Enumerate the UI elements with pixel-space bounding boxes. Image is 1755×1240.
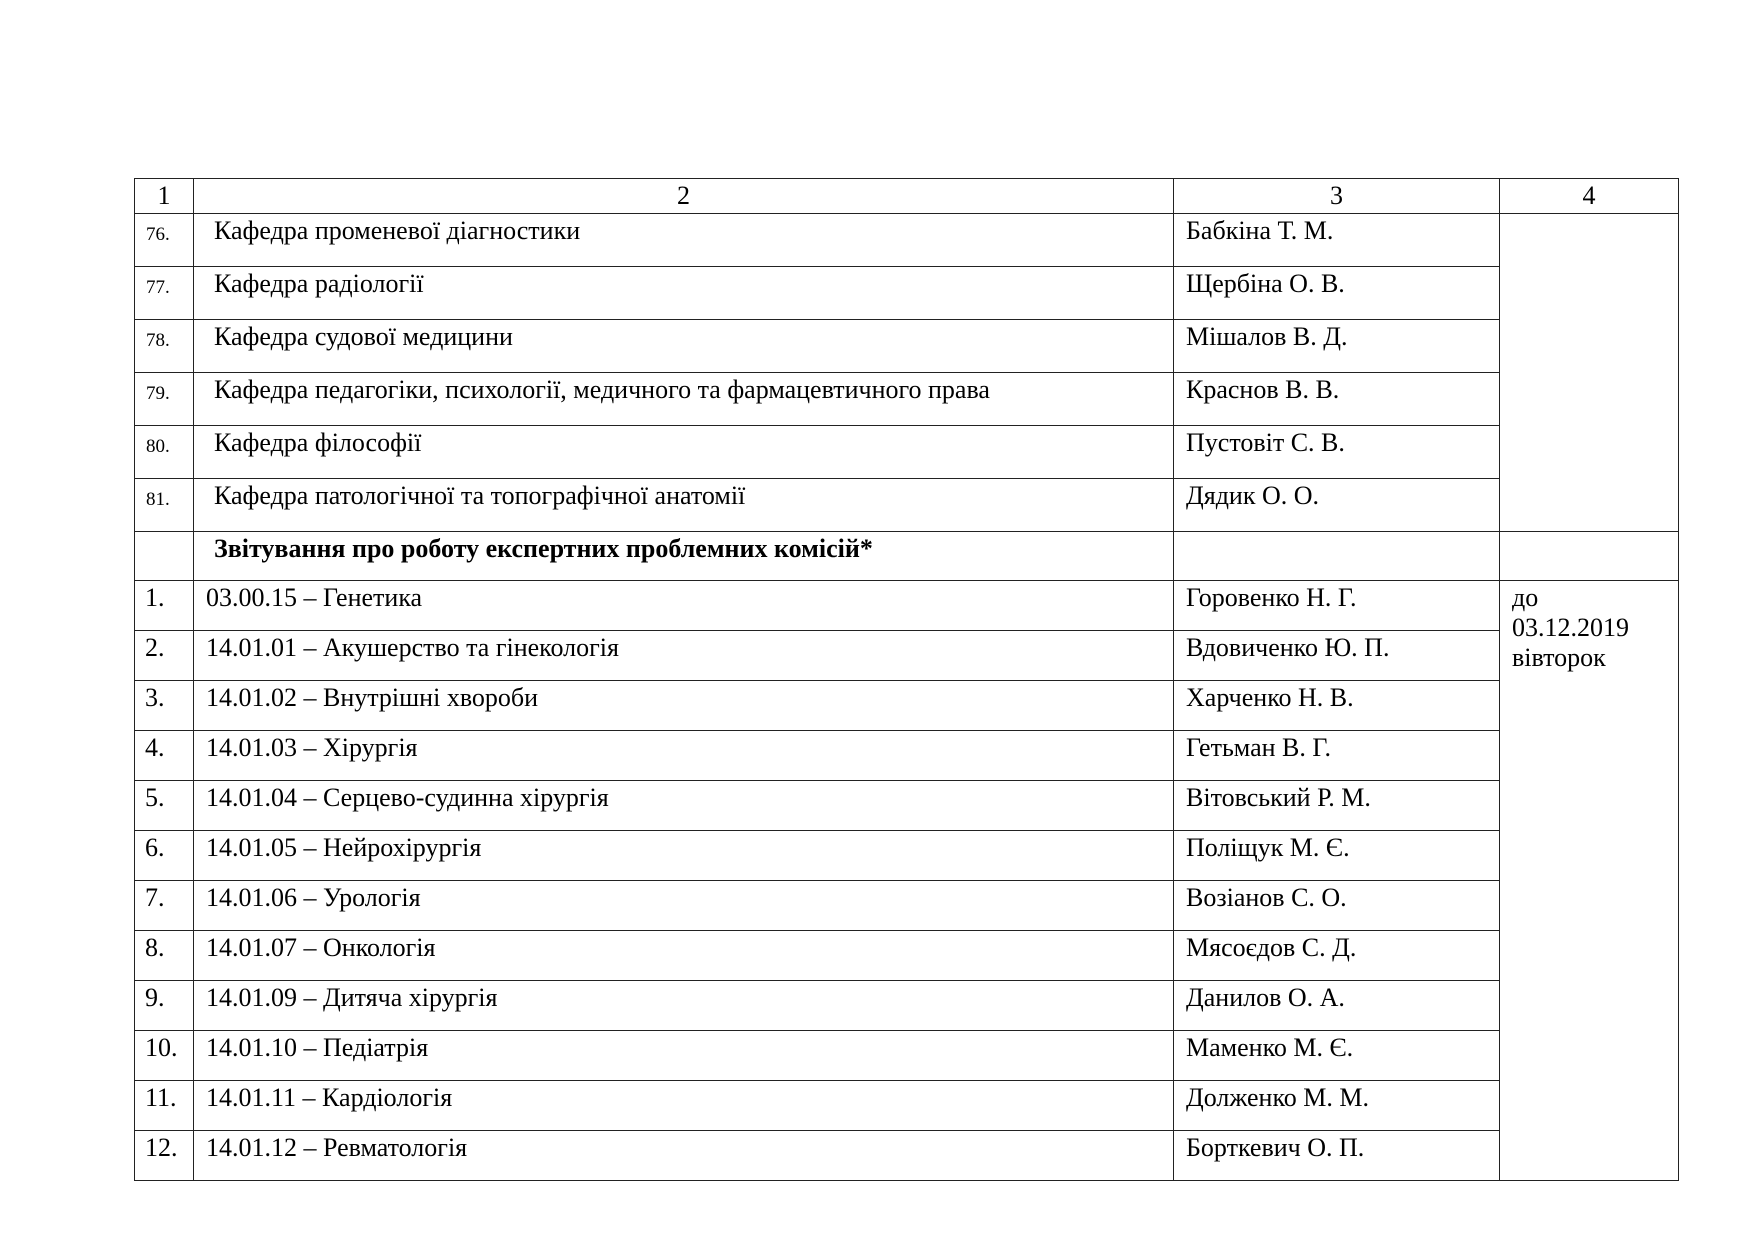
department-head: Мішалов В. Д.: [1174, 320, 1500, 373]
deadline-cell: [1500, 581, 1679, 1181]
department-name: Кафедра філософії: [194, 426, 1174, 479]
department-name: Кафедра патологічної та топографічної анатомії: [194, 479, 1174, 532]
row-number: 10.: [135, 1031, 194, 1081]
department-name: Кафедра педагогіки, психології, медичного та фармацевтичного права: [194, 373, 1174, 426]
row-number: 5.: [135, 781, 194, 831]
commission-row: [135, 1081, 1679, 1131]
deadline-date: 03.12.2019: [1512, 613, 1629, 642]
commission-name: 14.01.07 – Онкологія: [194, 931, 1174, 981]
department-head: Бабкіна Т. М.: [1174, 214, 1500, 267]
commission-head: Мясоєдов С. Д.: [1174, 931, 1500, 981]
commission-name: 14.01.02 – Внутрішні хвороби: [194, 681, 1174, 731]
deadline-prefix: до: [1512, 583, 1539, 612]
department-row: [135, 479, 1679, 532]
header-cell-2: 2: [194, 179, 1174, 214]
department-name: Кафедра радіології: [194, 267, 1174, 320]
row-number: 11.: [135, 1081, 194, 1131]
row-number: 79.: [135, 373, 194, 426]
commission-head: Вдовиченко Ю. П.: [1174, 631, 1500, 681]
commission-row: [135, 981, 1679, 1031]
commission-head: Долженко М. М.: [1174, 1081, 1500, 1131]
header-cell-1: 1: [135, 179, 194, 214]
row-number: 1.: [135, 581, 194, 631]
commission-row: [135, 581, 1679, 631]
commission-row: [135, 881, 1679, 931]
commission-name: 14.01.05 – Нейрохірургія: [194, 831, 1174, 881]
schedule-table: [134, 178, 1679, 1181]
department-row: [135, 267, 1679, 320]
section-title: Звітування про роботу експертних проблемних комісій*: [194, 532, 1174, 581]
commission-head: Данилов О. А.: [1174, 981, 1500, 1031]
commission-row: [135, 681, 1679, 731]
commission-name: 14.01.11 – Кардіологія: [194, 1081, 1174, 1131]
commission-name: 14.01.12 – Ревматологія: [194, 1131, 1174, 1181]
row-number: 12.: [135, 1131, 194, 1181]
row-number: 77.: [135, 267, 194, 320]
department-head: Краснов В. В.: [1174, 373, 1500, 426]
commission-head: Возіанов С. О.: [1174, 881, 1500, 931]
header-row: [135, 179, 1679, 214]
commission-name: 14.01.09 – Дитяча хірургія: [194, 981, 1174, 1031]
department-date-cell: [1500, 214, 1679, 532]
commission-head: Вітовський Р. М.: [1174, 781, 1500, 831]
section-row: [135, 532, 1679, 581]
commission-head: Поліщук М. Є.: [1174, 831, 1500, 881]
department-row: [135, 214, 1679, 267]
row-number: 7.: [135, 881, 194, 931]
commission-row: [135, 731, 1679, 781]
section-empty-cell: [1174, 532, 1500, 581]
department-row: [135, 320, 1679, 373]
department-name: Кафедра променевої діагностики: [194, 214, 1174, 267]
commission-name: 14.01.01 – Акушерство та гінекологія: [194, 631, 1174, 681]
commission-row: [135, 1131, 1679, 1181]
row-number: 9.: [135, 981, 194, 1031]
department-head: Дядик О. О.: [1174, 479, 1500, 532]
commission-row: [135, 781, 1679, 831]
section-empty-cell: [1500, 532, 1679, 581]
row-number: 2.: [135, 631, 194, 681]
row-number: 3.: [135, 681, 194, 731]
commission-name: 14.01.03 – Хірургія: [194, 731, 1174, 781]
department-name: Кафедра судової медицини: [194, 320, 1174, 373]
header-cell-4: 4: [1500, 179, 1679, 214]
row-number: 8.: [135, 931, 194, 981]
row-number: 6.: [135, 831, 194, 881]
commission-row: [135, 631, 1679, 681]
commission-name: 14.01.06 – Урологія: [194, 881, 1174, 931]
row-number: 81.: [135, 479, 194, 532]
row-number: 80.: [135, 426, 194, 479]
commission-name: 14.01.04 – Серцево-судинна хірургія: [194, 781, 1174, 831]
commission-row: [135, 931, 1679, 981]
commission-row: [135, 1031, 1679, 1081]
commission-head: Борткевич О. П.: [1174, 1131, 1500, 1181]
department-head: Пустовіт С. В.: [1174, 426, 1500, 479]
header-cell-3: 3: [1174, 179, 1500, 214]
department-row: [135, 373, 1679, 426]
department-row: [135, 426, 1679, 479]
commission-name: 03.00.15 – Генетика: [194, 581, 1174, 631]
section-empty-cell: [135, 532, 194, 581]
row-number: 4.: [135, 731, 194, 781]
commission-head: Гетьман В. Г.: [1174, 731, 1500, 781]
commission-head: Маменко М. Є.: [1174, 1031, 1500, 1081]
department-head: Щербіна О. В.: [1174, 267, 1500, 320]
commission-head: Горовенко Н. Г.: [1174, 581, 1500, 631]
row-number: 78.: [135, 320, 194, 373]
commission-name: 14.01.10 – Педіатрія: [194, 1031, 1174, 1081]
row-number: 76.: [135, 214, 194, 267]
commission-row: [135, 831, 1679, 881]
commission-head: Харченко Н. В.: [1174, 681, 1500, 731]
deadline-weekday: вівторок: [1512, 643, 1606, 672]
